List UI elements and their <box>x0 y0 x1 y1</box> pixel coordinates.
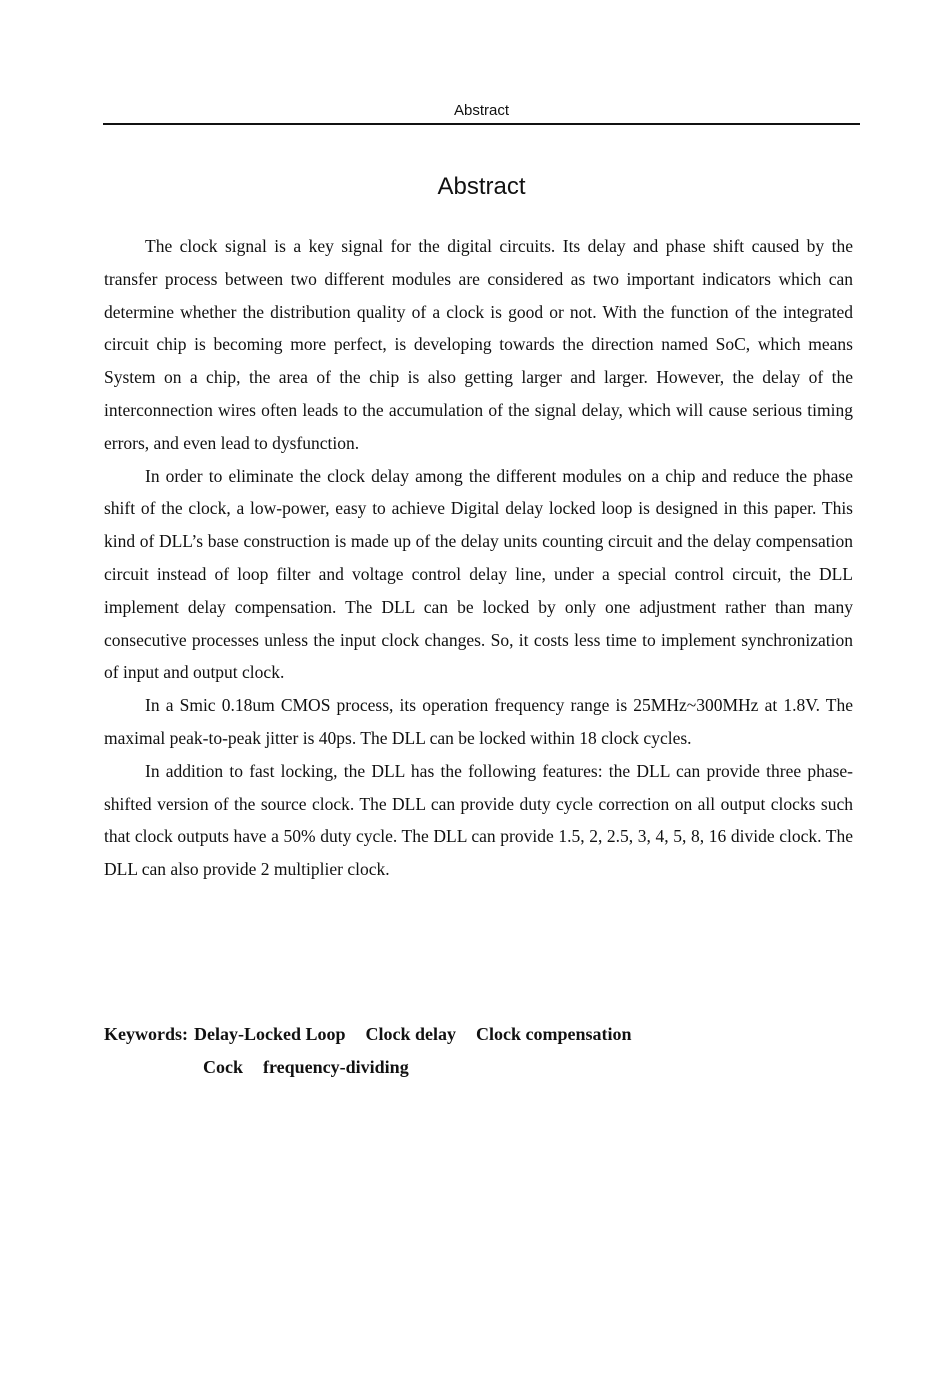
keyword-item: Delay-Locked Loop <box>194 1024 346 1044</box>
header-rule <box>103 123 860 125</box>
keyword-item: frequency-dividing <box>263 1057 409 1077</box>
abstract-body <box>104 230 853 886</box>
keyword-item: Cock <box>203 1057 243 1077</box>
paragraph-dll-design: In order to eliminate the clock delay among the different modules on a chip and reduce the phase shift of the clock, a low-power, easy to achieve Digital delay locked loop is designed in this paper. This kind of DLL’s base construction is made up of the delay units counting circuit and the delay compensation circuit instead of loop filter and voltage control delay line, under a special control circuit, the DLL implement delay compensation. The DLL can be locked by only one adjustment rather than many consecutive processes unless the input clock changes. So, it costs less time to implement synchronization of input and output clock. <box>104 465 853 683</box>
keyword-item: Clock delay <box>365 1024 457 1044</box>
keywords-line-1 <box>104 1018 853 1051</box>
paragraph-process-results: In a Smic 0.18um CMOS process, its operation frequency range is 25MHz~300MHz at 1.8V. The maximal peak-to-peak jitter is 40ps. The DLL can be locked within 18 clock cycles. <box>104 695 853 748</box>
keywords-line-2 <box>104 1051 853 1084</box>
running-header: Abstract <box>453 102 510 119</box>
keyword-item: Clock compensation <box>476 1024 632 1044</box>
keywords-label: Keywords: <box>104 1024 188 1044</box>
abstract-title: Abstract <box>437 173 526 200</box>
keywords-section <box>104 1018 853 1084</box>
paragraph-clock-signal: The clock signal is a key signal for the digital circuits. Its delay and phase shift caused by the transfer process between two different modules are considered as two important indicators which can determine whether the distribution quality of a clock is good or not. With the function of the integrated circuit chip is becoming more perfect, is developing towards the direction named SoC, which means System on a chip, the area of the chip is also getting larger and larger. However, the delay of the interconnection wires often leads to the accumulation of the signal delay, which will cause serious timing errors, and even lead to dysfunction. <box>104 236 853 453</box>
paragraph-features: In addition to fast locking, the DLL has the following features: the DLL can provide three phase-shifted version of the source clock. The DLL can provide duty cycle correction on all output clocks such that clock outputs have a 50% duty cycle. The DLL can provide 1.5, 2, 2.5, 3, 4, 5, 8, 16 divide clock. The DLL can also provide 2 multiplier clock. <box>104 760 853 880</box>
